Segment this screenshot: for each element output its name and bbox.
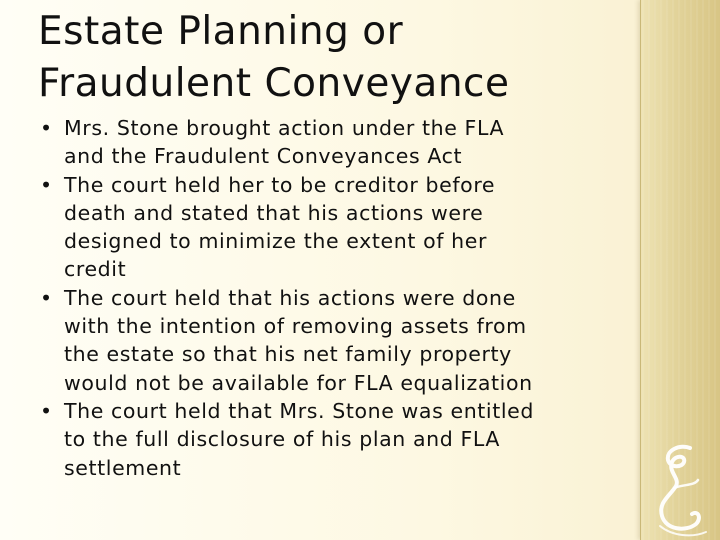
bullet-line: death and stated that his actions were xyxy=(64,200,484,225)
bullet-list xyxy=(38,114,638,482)
bullet-line: The court held that his actions were done xyxy=(64,285,516,310)
bullet-marker: • xyxy=(40,172,53,197)
bullet-text xyxy=(64,397,638,482)
bullet-line: designed to minimize the extent of her xyxy=(64,229,488,254)
bullet-marker: • xyxy=(40,285,53,310)
slide-title-line-2: Fraudulent Conveyance xyxy=(38,61,510,106)
bullet-line: to the full disclosure of his plan and FLA xyxy=(64,427,500,452)
bullet-line: and the Fraudulent Conveyances Act xyxy=(64,144,463,169)
bullet-line: with the intention of removing assets from xyxy=(64,314,527,339)
bullet-line: The court held that Mrs. Stone was entitled xyxy=(64,398,534,423)
bullet-item-4 xyxy=(38,397,638,482)
bullet-item-3 xyxy=(38,284,638,397)
bullet-text xyxy=(64,284,638,397)
bullet-text xyxy=(64,114,638,171)
bullet-item-1 xyxy=(38,114,638,171)
bullet-marker: • xyxy=(40,116,53,140)
slide-title-line-1: Estate Planning or xyxy=(38,9,404,54)
script-e-monogram-icon xyxy=(636,440,720,540)
bullet-marker: • xyxy=(40,398,53,423)
bullet-line: credit xyxy=(64,257,127,282)
bullet-line: Mrs. Stone brought action under the FLA xyxy=(64,116,505,140)
slide-title xyxy=(38,6,628,110)
bullet-line: the estate so that his net family property xyxy=(64,342,512,367)
bullet-text xyxy=(64,171,638,284)
bullet-line: would not be available for FLA equalization xyxy=(64,370,533,395)
bullet-item-2 xyxy=(38,171,638,284)
bullet-line: The court held her to be creditor before xyxy=(64,172,496,197)
bullet-line: settlement xyxy=(64,455,182,480)
